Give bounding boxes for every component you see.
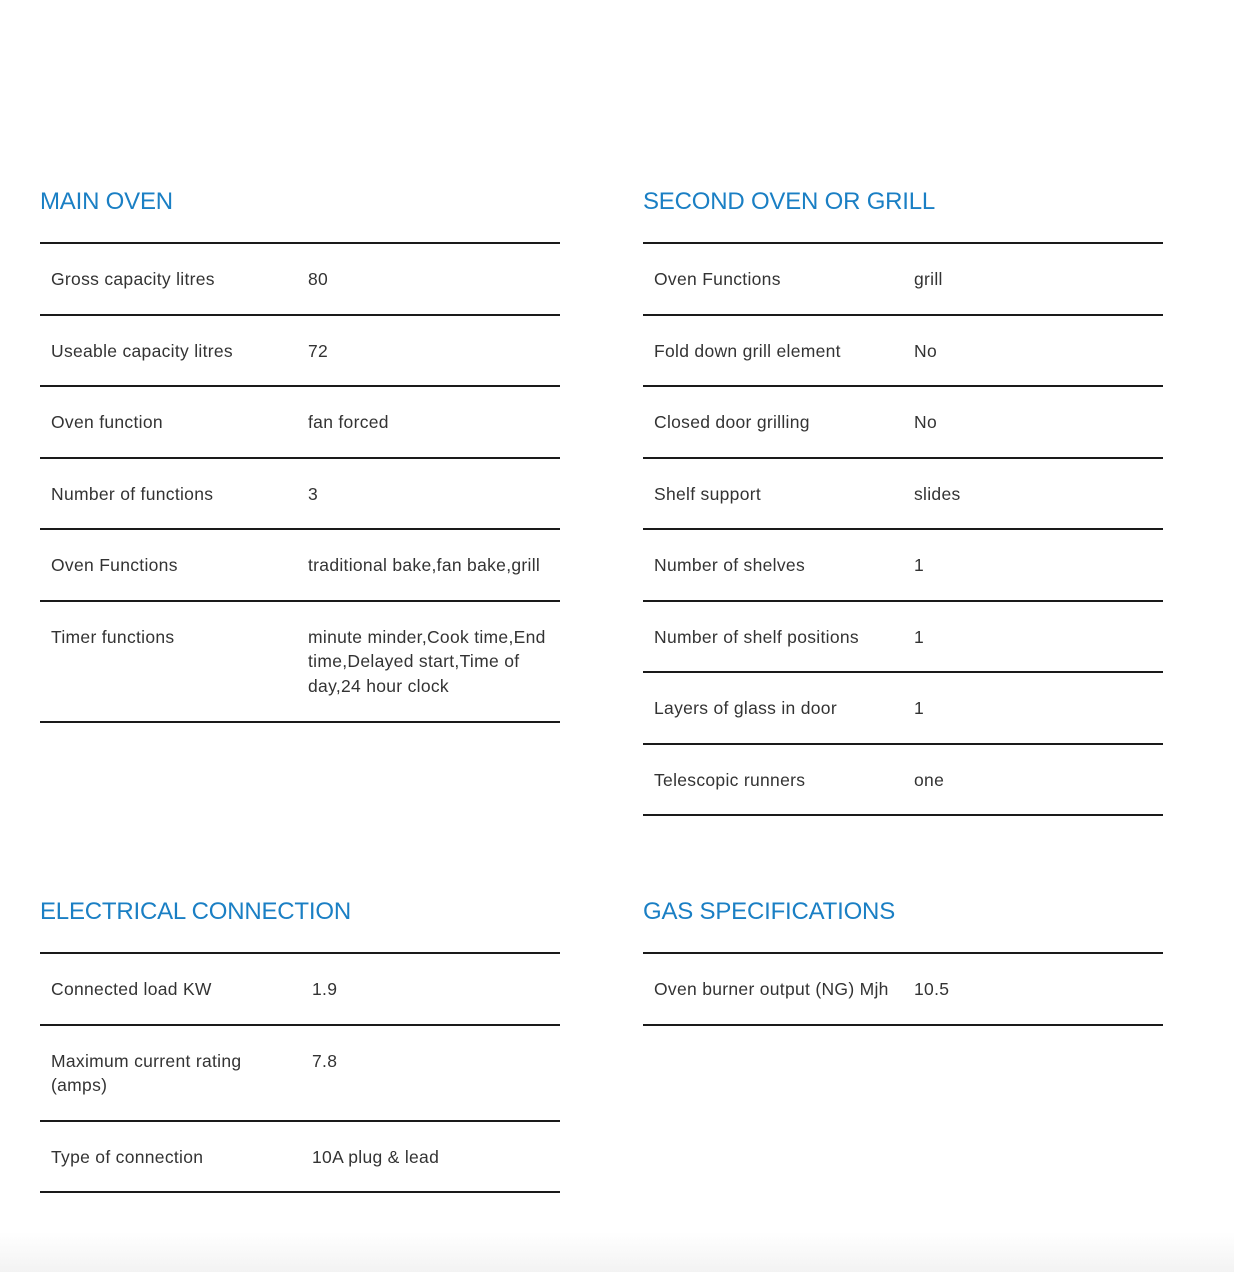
second-oven-section (643, 187, 1163, 816)
spec-row-glass-layers (643, 673, 1163, 745)
spec-row-connected-load (40, 954, 560, 1026)
spec-value: 10.5 (914, 979, 950, 999)
spec-row-number-of-functions (40, 459, 560, 531)
spec-row-shelf-positions (643, 602, 1163, 674)
spec-label: Timer functions (51, 626, 175, 647)
spec-row-closed-door-grilling (643, 387, 1163, 459)
electrical-section (40, 897, 560, 1193)
electrical-spec-table (40, 952, 560, 1193)
spec-row-burner-output (643, 954, 1163, 1026)
spec-row-connection-type (40, 1122, 560, 1194)
spec-label: Closed door grilling (654, 412, 810, 432)
main-oven-section (40, 187, 560, 723)
spec-label: Maximum current rating (amps) (51, 1050, 242, 1095)
second-oven-spec-table (643, 242, 1163, 816)
spec-value: 1.9 (312, 979, 338, 999)
spec-row-fold-down-grill (643, 316, 1163, 388)
spec-label: Useable capacity litres (51, 340, 233, 361)
spec-row-max-current (40, 1026, 560, 1122)
gas-title: GAS SPECIFICATIONS (643, 898, 895, 925)
spec-value: 1 (914, 555, 925, 575)
spec-label: Type of connection (51, 1146, 204, 1167)
spec-label: Shelf support (654, 483, 762, 504)
spec-label: Oven Functions (654, 269, 781, 289)
spec-value: 3 (308, 483, 319, 504)
second-oven-title: SECOND OVEN OR GRILL (643, 188, 936, 215)
spec-label: Gross capacity litres (51, 269, 215, 289)
main-oven-title: MAIN OVEN (40, 188, 173, 215)
gas-section (643, 897, 1163, 1026)
spec-value: 7.8 (312, 1050, 338, 1071)
spec-label: Oven Functions (51, 555, 178, 575)
spec-row-gross-capacity (40, 244, 560, 316)
spec-value: 72 (308, 340, 329, 361)
spec-value: traditional bake,fan bake,grill (308, 555, 541, 575)
spec-row-oven-function (40, 387, 560, 459)
spec-value: slides (914, 483, 961, 504)
spec-value: No (914, 412, 937, 432)
spec-label: Telescopic runners (654, 769, 806, 790)
spec-label: Layers of glass in door (654, 698, 837, 718)
spec-value: 80 (308, 269, 329, 289)
spec-value: minute minder,Cook time,End time,Delayed start,Time of day,24 hour clock (308, 626, 546, 696)
main-oven-spec-table (40, 242, 560, 723)
spec-label: Number of shelves (654, 555, 805, 575)
page-bottom-edge (0, 1232, 1234, 1272)
spec-label: Fold down grill element (654, 340, 841, 361)
spec-row-number-of-shelves (643, 530, 1163, 602)
spec-value: one (914, 769, 945, 790)
spec-row-oven-functions (643, 244, 1163, 316)
spec-value: 1 (914, 698, 925, 718)
spec-value: 10A plug & lead (312, 1146, 440, 1167)
gas-spec-table (643, 952, 1163, 1026)
spec-label: Number of functions (51, 483, 214, 504)
electrical-title: ELECTRICAL CONNECTION (40, 898, 351, 925)
spec-row-shelf-support (643, 459, 1163, 531)
spec-row-telescopic-runners (643, 745, 1163, 817)
spec-row-useable-capacity (40, 316, 560, 388)
spec-row-oven-functions (40, 530, 560, 602)
spec-label: Connected load KW (51, 979, 212, 999)
spec-value: No (914, 340, 937, 361)
spec-value: grill (914, 269, 943, 289)
spec-value: 1 (914, 626, 925, 647)
spec-label: Oven burner output (NG) Mjh (654, 979, 889, 999)
spec-value: fan forced (308, 412, 389, 432)
spec-label: Oven function (51, 412, 163, 432)
spec-label: Number of shelf positions (654, 626, 859, 647)
spec-row-timer-functions (40, 602, 560, 724)
